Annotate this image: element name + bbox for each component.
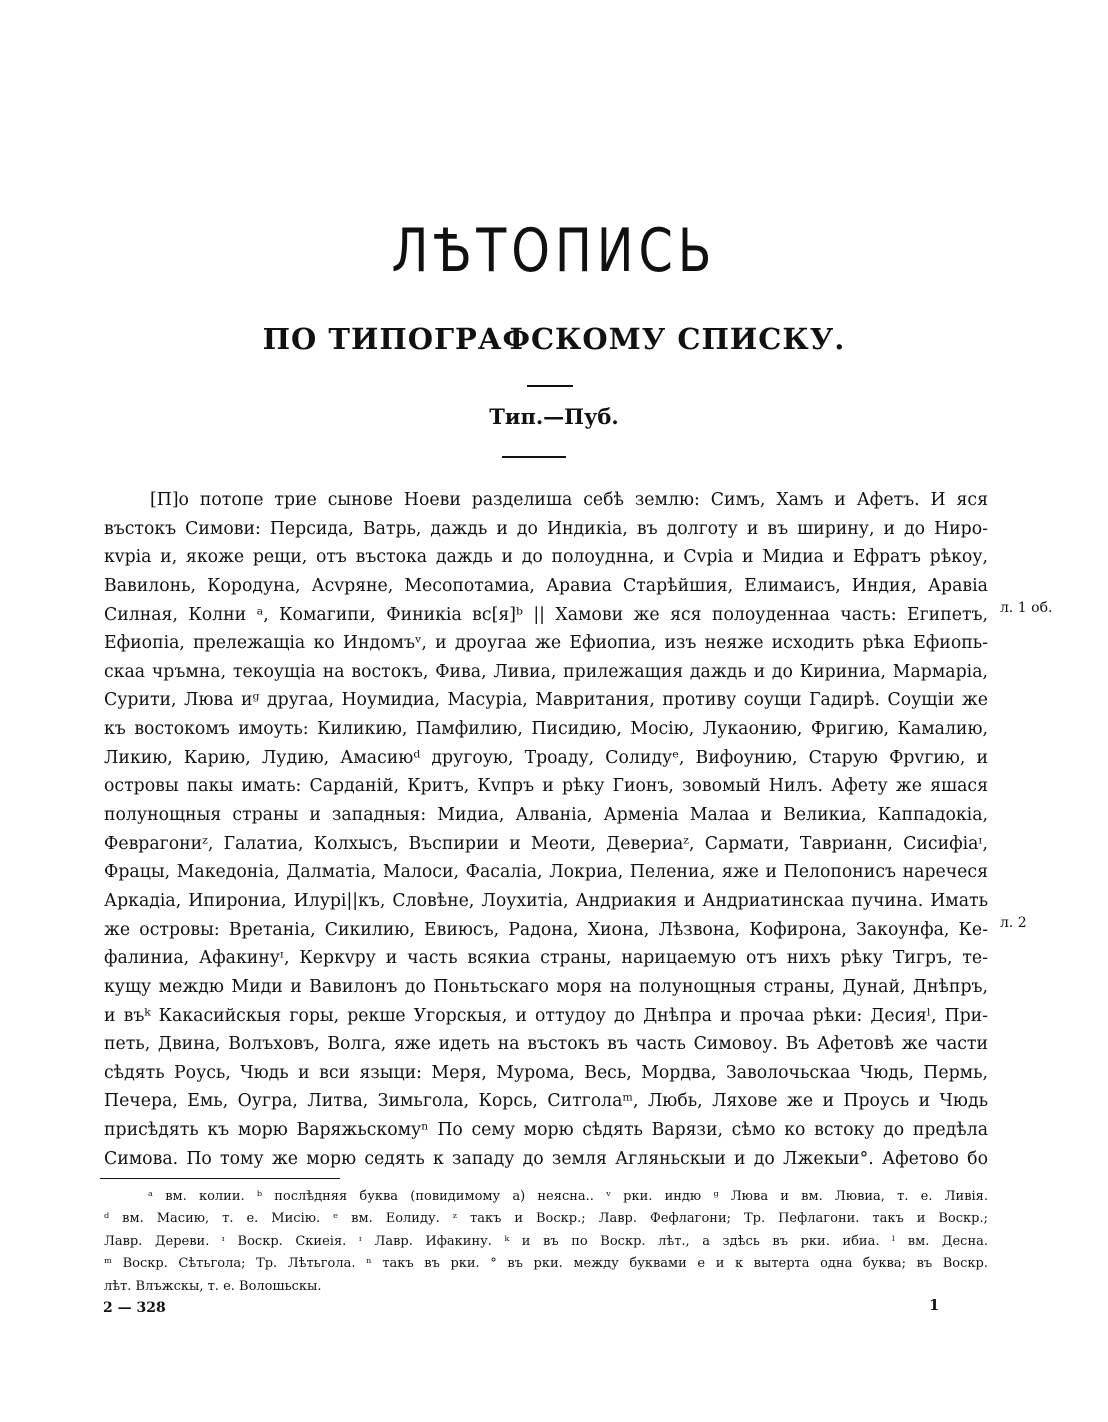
text-line: же островы: Вретаніа, Сикилию, Евиюсъ, Радона, Хиона, Лѣзвона, Кофирона, Закоунфа, Ке-: [104, 919, 988, 940]
footnote-line: ᵃ вм. колии. ᵇ послѣдняя буква (повидимому а) неясна.. ᵛ рки. индю ᵍ Люва и вм. Лювиа, т. е. Ливія.: [148, 1189, 988, 1204]
text-line: Симова. По тому же морю седять к западу до земля Агляньскыи и до Лжекыи°. Афетово бо: [104, 1148, 988, 1169]
text-line: островы пакы имать: Сарданій, Критъ, Кvпръ и рѣку Гионъ, зовомый Нилъ. Афету же яшася: [104, 776, 988, 797]
source-abbreviation: Тип.—Пуб.: [489, 404, 619, 429]
footnote-line: ᵈ вм. Масию, т. е. Мисію. ᵉ вм. Еолиду. ᶻ такъ и Воскр.; Лавр. Фефлагони; Тр. Пефлагони. такъ и Воскр.;: [104, 1211, 988, 1227]
text-line: Аркадіа, Ипирониа, Илурі||къ, Словѣне, Лоухитіа, Андриакия и Андриатинскаа пучина. Имать: [104, 890, 988, 911]
section-divider: [502, 456, 566, 458]
page-title: ЛѢТОПИСЬ: [391, 216, 717, 286]
text-line: Ефиопіа, прележащіа ко Индомъᵛ, и дроугаа же Ефиопиа, изъ неяже исходить рѣка Ефиопь-: [104, 633, 988, 654]
body-text: [104, 486, 988, 1173]
margin-note-folio: л. 1 об.: [1000, 600, 1053, 616]
text-line: полунощныя страны и западныя: Мидиа, Алваніа, Арменіа Малаа и Великиа, Каппадокіа,: [104, 805, 988, 826]
text-line: Феврагониᶻ, Галатиа, Колхысъ, Въспирии и Меоти, Девериаᶻ, Сармати, Таврианн, Сисифіаᶦ,: [104, 833, 988, 854]
margin-note-folio: л. 2: [1000, 915, 1027, 931]
footnote-line: Лавр. Дереви. ᶦ Воскр. Скиеія. ᶦ Лавр. Ифакину. ᵏ и въ по Воскр. лѣт., а здѣсь въ рки. ибиа. ˡ вм. Десна.: [104, 1233, 988, 1249]
text-line: кvріа и, якоже рещи, отъ въстока даждь и до полоуднна, и Сvріа и Мидиа и Ефратъ рѣкоу,: [104, 547, 988, 568]
footnote-line: ᵐ Воскр. Сѣтьгола; Тр. Лѣтьгола. ⁿ такъ въ рки. ° въ рки. между буквами е и к вытерта одна буква; въ Воскр.: [104, 1256, 988, 1272]
text-line: петь, Двина, Волъховъ, Волга, яже идеть на въстокъ въ часть Симовоу. Въ Афетовѣ же части: [104, 1034, 988, 1055]
text-line: [П]о потопе трие сынове Ноеви разделиша себѣ землю: Симъ, Хамъ и Афетъ. И яся: [150, 490, 988, 510]
page-subtitle: ПО ТИПОГРАФСКОМУ СПИСКУ.: [262, 322, 846, 356]
text-line: Сурити, Люва иᵍ другаа, Ноумидиа, Масуріа, Мавритания, противу соущи Гадирѣ. Соущіи же: [104, 690, 988, 711]
printer-signature: 2 — 328: [103, 1300, 166, 1316]
text-line: Фрацы, Македоніа, Далматіа, Малоси, Фасаліа, Локриа, Пелениа, яже и Пелопонисъ наречеся: [104, 862, 988, 883]
text-line: Вавилонь, Кородуна, Асvряне, Месопотамиа, Аравиа Старѣйшия, Елимаисъ, Индия, Аравіа: [104, 575, 988, 596]
page-number: 1: [929, 1296, 940, 1314]
text-line: сѣдять Роусь, Чюдь и вси языци: Меря, Мурома, Весь, Мордва, Заволочьскаа Чюдь, Пермь,: [104, 1062, 988, 1083]
text-line: къ востокомъ имоуть: Киликию, Памфилию, Писидию, Мосію, Лукаонию, Фригию, Камалию,: [104, 719, 988, 740]
text-line: Печера, Емь, Оугра, Литва, Зимьгола, Корсь, Ситголаᵐ, Любь, Ляхове же и Проусь и Чюдь: [104, 1091, 988, 1112]
footnote-divider: [100, 1178, 340, 1179]
footnotes: [104, 1186, 988, 1298]
text-line: въстокъ Симови: Персида, Ватрь, даждь и до Индикіа, въ долготу и въ ширину, и до Ниро-: [104, 518, 988, 539]
title-divider: [527, 385, 573, 387]
text-line: фалиниа, Афакинуᶦ, Керкvру и часть всякиа страны, нарицаемую отъ нихъ рѣку Тигръ, те-: [104, 948, 988, 969]
text-line: Силная, Колни ᵃ, Комагипи, Финикіа вс[я]ᵇ || Хамови же яся полоуденнаа часть: Египетъ,: [104, 604, 988, 625]
text-line: Ликию, Карию, Лудию, Амасиюᵈ другоую, Троаду, Солидуᵉ, Вифоунию, Старую Фрvгию, и: [104, 747, 988, 768]
text-line: и въᵏ Какасийскыя горы, рекше Угорскыя, и оттудоу до Днѣпра и прочаа рѣки: Десияˡ, При-: [104, 1005, 988, 1026]
text-line: присѣдять къ морю Варяжьскомуⁿ По сему морю сѣдять Варязи, сѣмо ко встоку до предѣла: [104, 1120, 988, 1141]
text-line: кущу междю Миди и Вавилонъ до Поньтьскаго моря на полунощныя страны, Дунай, Днѣпръ,: [104, 976, 988, 997]
text-line: скаа чръмна, текоущіа на востокъ, Фива, Ливиа, прилежащия даждь и до Кириниа, Мармаріа,: [104, 661, 988, 682]
footnote-line: лѣт. Влъжскы, т. е. Волошьскы.: [104, 1278, 322, 1294]
